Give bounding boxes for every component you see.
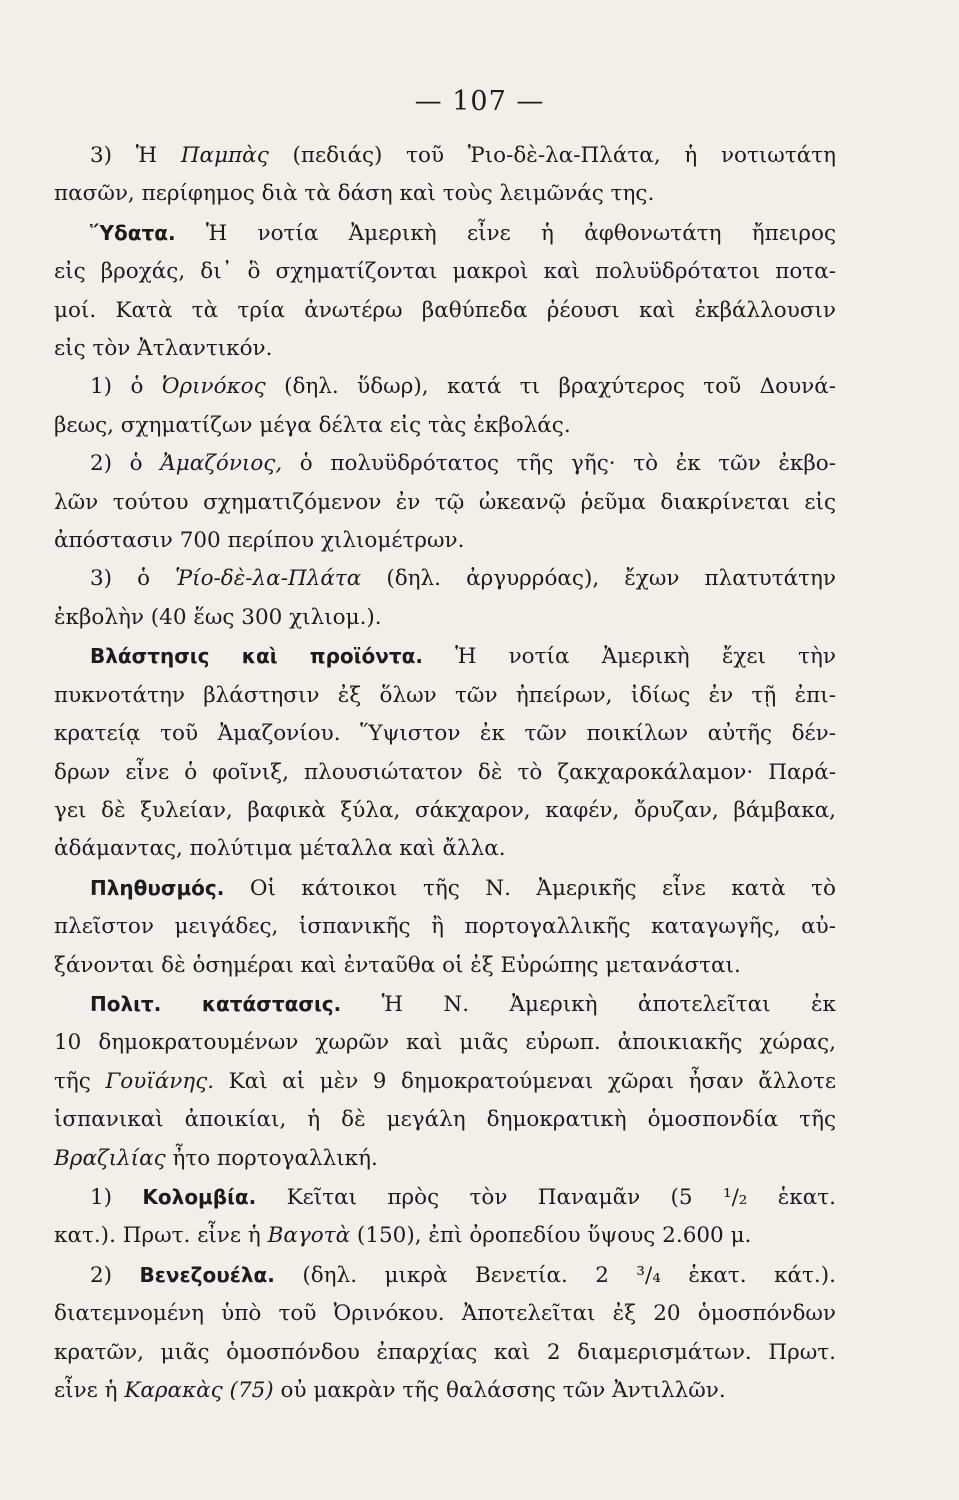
text-line <box>54 1101 836 1139</box>
text-run: ὁ πολυϋδρότατος τῆς γῆς· τὸ ἐκ τῶν ἐκβο- <box>282 451 836 477</box>
text-run: μοί. Κατὰ τὰ τρία ἀνωτέρω βαθύπεδα ῥέουσι καὶ ἐκβάλλουσιν <box>54 297 836 323</box>
text-run: πλεῖστον μειγάδες, ἱσπανικῆς ἢ πορτογαλλικῆς καταγωγῆς, αὐ- <box>54 914 836 940</box>
text-line <box>54 292 836 330</box>
text-line <box>54 1256 836 1295</box>
text-run: πασῶν, περίφημος διὰ τὰ δάση καὶ τοὺς λειμῶνάς της. <box>54 181 655 207</box>
text-run: (150), ἐπὶ ὀροπεδίου ὕψους 2.600 μ. <box>350 1223 752 1249</box>
italic-term: Ῥίο-δὲ-λα-Πλάτα <box>175 566 362 592</box>
text-run: Καὶ αἱ μὲν 9 δημοκρατούμεναι χῶραι ἦσαν ἄλλοτε <box>214 1068 837 1094</box>
text-run: διατεμνομένη ὑπὸ τοῦ Ὀρινόκου. Ἀποτελεῖται ἐξ 20 ὁμοσπόνδων <box>54 1301 836 1327</box>
italic-term: Γουϊάνης. <box>105 1068 215 1094</box>
text-run: ἱσπανικαὶ ἀποικίαι, ἡ δὲ μεγάλη δημοκρατικὴ ὁμοσπονδία τῆς <box>54 1107 836 1133</box>
text-run: Ἡ νοτία Ἀμερικὴ εἶνε ἡ ἀφθονωτάτη ἤπειρος <box>175 220 836 246</box>
text-run: (πεδιάς) τοῦ Ῥιο-δὲ-λα-Πλάτα, ἡ νοτιωτάτη <box>268 143 837 168</box>
text-run: 1) <box>90 1184 143 1210</box>
text-line <box>54 715 836 753</box>
text-line <box>54 330 836 368</box>
text-line <box>54 1295 836 1333</box>
text-line <box>54 137 836 175</box>
text-run: ἐκβολὴν (40 ἕως 300 χιλιομ.). <box>54 604 382 630</box>
paragraph-p4 <box>54 445 836 560</box>
paragraph-p2 <box>54 214 836 369</box>
text-run: κατ.). Πρωτ. εἶνε ἡ <box>54 1223 268 1249</box>
text-run: γει δὲ ξυλείαν, βαφικὰ ξύλα, σάκχαρον, καφέν, ὄρυζαν, βάμβακα, <box>54 797 836 823</box>
section-heading: Ὕδατα. <box>90 220 176 245</box>
paragraph-p10 <box>54 1256 836 1411</box>
text-line <box>54 1063 836 1101</box>
text-run: Ἡ Ν. Ἀμερικὴ ἀποτελεῖται ἐκ <box>341 991 836 1017</box>
text-line <box>54 947 836 985</box>
page-number: — 107 — <box>414 86 545 117</box>
text-run: Ἡ νοτία Ἀμερικὴ ἔχει τὴν <box>422 644 836 670</box>
text-run: εἰς τὸν Ἀτλαντικόν. <box>54 336 273 362</box>
text-run: 3) Ἡ <box>90 143 181 168</box>
paragraph-p3 <box>54 368 836 445</box>
text-line <box>54 792 836 830</box>
page-body <box>54 137 836 1410</box>
text-run: Οἱ κάτοικοι τῆς Ν. Ἀμερικῆς εἶνε κατὰ τὸ <box>224 875 836 901</box>
text-line <box>54 830 836 868</box>
paragraph-p6 <box>54 637 836 868</box>
text-line <box>54 985 836 1024</box>
text-line <box>54 560 836 598</box>
text-run: βεως, σχηματίζων μέγα δέλτα εἰς τὰς ἐκβολάς. <box>54 412 571 438</box>
text-run: εἰς βροχάς, δι᾽ ὃ σχηματίζονται μακροὶ καὶ πολυϋδρότατοι ποτα- <box>54 259 836 285</box>
section-heading: Πολιτ. κατάστασις. <box>90 991 342 1016</box>
text-run: 3) ὁ <box>90 566 176 592</box>
text-run: 1) ὁ <box>90 374 162 400</box>
text-line <box>54 484 836 522</box>
section-heading: Πληθυσμός. <box>90 875 225 900</box>
section-heading: Κολομβία. <box>142 1184 257 1209</box>
text-line <box>54 908 836 946</box>
italic-term: Βραζιλίας <box>54 1145 166 1171</box>
text-line <box>54 1178 836 1217</box>
text-line <box>54 253 836 291</box>
text-line <box>54 407 836 445</box>
text-run: Κεῖται πρὸς τὸν Παναμᾶν (5 ¹/₂ ἑκατ. <box>256 1184 836 1210</box>
section-heading: Βλάστησις καὶ προϊόντα. <box>90 644 423 669</box>
text-line <box>54 1140 836 1178</box>
text-run: ἀδάμαντας, πολύτιμα μέταλλα καὶ ἄλλα. <box>54 836 506 862</box>
text-run: ἀπόστασιν 700 περίπου χιλιομέτρων. <box>54 528 465 554</box>
text-line <box>54 1372 836 1410</box>
text-line <box>54 1024 836 1062</box>
text-line <box>54 445 836 483</box>
text-line <box>54 522 836 560</box>
text-line <box>54 214 836 253</box>
text-line <box>54 869 836 908</box>
italic-term: Βαγοτὰ <box>267 1223 351 1249</box>
italic-term: Καρακὰς (75) <box>124 1378 274 1403</box>
text-line <box>54 637 836 676</box>
paragraph-p8 <box>54 985 836 1178</box>
text-line <box>54 1334 836 1372</box>
text-line <box>54 1217 836 1255</box>
text-run: δρων εἶνε ὁ φοῖνιξ, πλουσιώτατον δὲ τὸ ζακχαροκάλαμον· Παρά- <box>54 759 836 785</box>
italic-term: Παμπὰς <box>180 143 269 168</box>
text-run: λῶν τούτου σχηματιζόμενον ἐν τῷ ὠκεανῷ ῥεῦμα διακρίνεται εἰς <box>54 489 836 515</box>
italic-term: Ἀμαζόνιος, <box>160 451 283 477</box>
section-heading: Βενεζουέλα. <box>139 1262 275 1287</box>
text-run: τῆς <box>54 1068 106 1094</box>
text-line <box>54 677 836 715</box>
paragraph-p9 <box>54 1178 836 1256</box>
text-run: 2) ὁ <box>90 451 161 477</box>
text-run: ἦτο πορτογαλλική. <box>165 1145 378 1171</box>
text-line <box>54 599 836 637</box>
paragraph-p7 <box>54 869 836 985</box>
text-run: οὐ μακρὰν τῆς θαλάσσης τῶν Ἀντιλλῶν. <box>273 1378 726 1403</box>
paragraph-p1 <box>54 137 836 214</box>
text-run: κρατῶν, μιᾶς ὁμοσπόνδου ἐπαρχίας καὶ 2 διαμερισμάτων. Πρωτ. <box>54 1339 836 1365</box>
text-run: 10 δημοκρατουμένων χωρῶν καὶ μιᾶς εὐρωπ. ἀποικιακῆς χώρας, <box>54 1030 836 1056</box>
text-line <box>54 368 836 406</box>
text-run: (δηλ. ἀργυρρόας), ἔχων πλατυτάτην <box>361 566 836 592</box>
text-run: εἶνε ἡ <box>54 1378 125 1403</box>
text-run: κρατείᾳ τοῦ Ἀμαζονίου. Ὕψιστον ἐκ τῶν ποικίλων αὐτῆς δέν- <box>54 721 836 747</box>
italic-term: Ὀρινόκος <box>161 374 266 400</box>
text-run: 2) <box>90 1262 140 1288</box>
text-run: (δηλ. μικρὰ Βενετία. 2 ³/₄ ἑκατ. κάτ.). <box>274 1262 836 1288</box>
text-run: πυκνοτάτην βλάστησιν ἐξ ὅλων τῶν ἠπείρων, ἰδίως ἐν τῇ ἐπι- <box>54 682 836 708</box>
paragraph-p5 <box>54 560 836 637</box>
text-run: (δηλ. ὕδωρ), κατά τι βραχύτερος τοῦ Δουνά- <box>265 374 837 400</box>
text-line <box>54 754 836 792</box>
text-line <box>54 175 836 213</box>
text-run: ξάνονται δὲ ὁσημέραι καὶ ἐνταῦθα οἱ ἐξ Εὐρώπης μετανάσται. <box>54 952 741 978</box>
